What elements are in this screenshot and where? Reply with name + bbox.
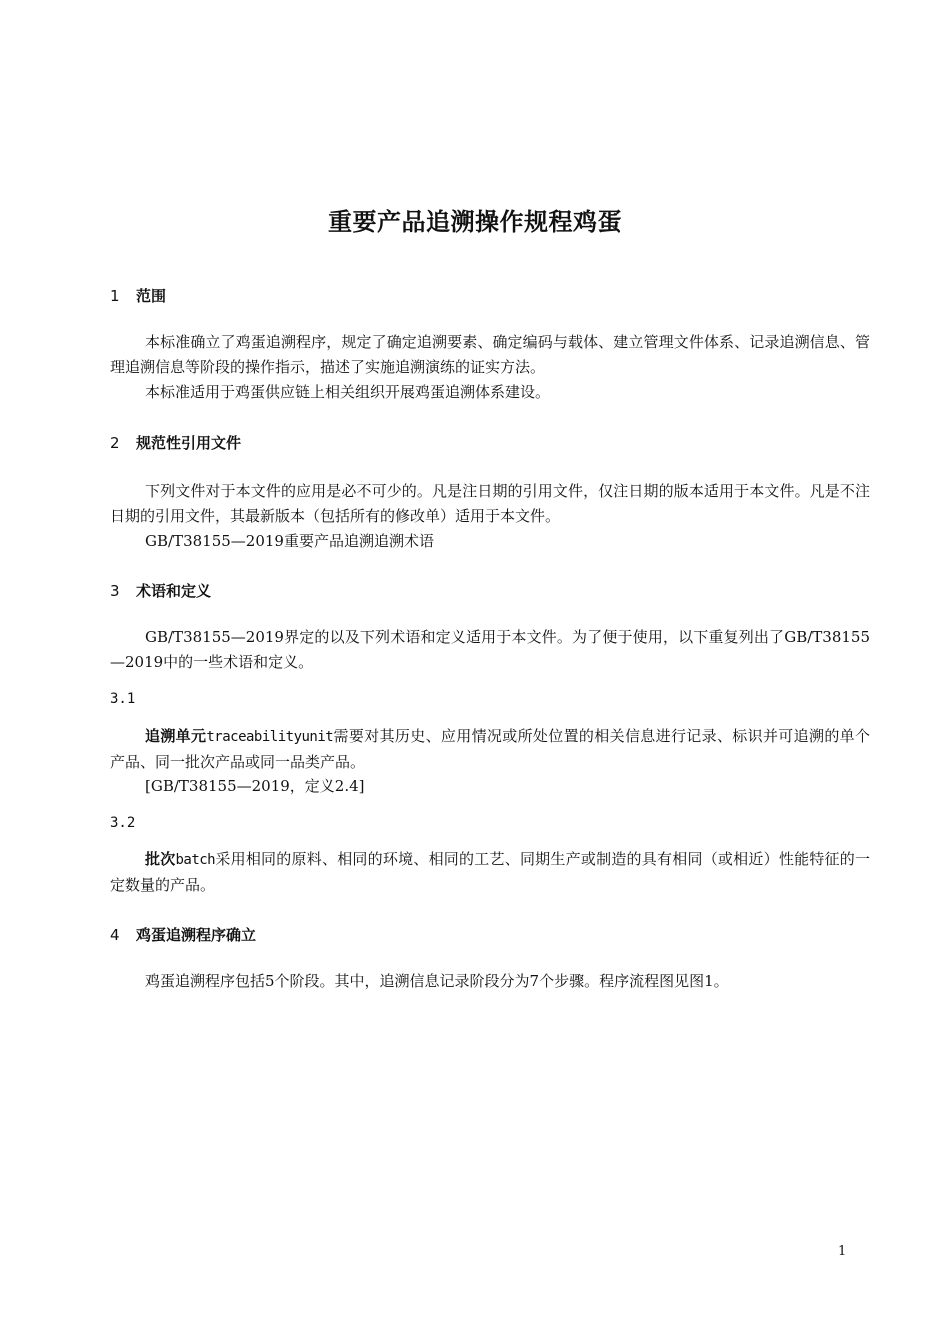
page-number: 1 [838, 1244, 847, 1259]
section-2-heading [110, 432, 241, 453]
section-title: 鸡蛋追溯程序确立 [136, 926, 257, 944]
term-definition: 采用相同的原料、相同的环境、相同的工艺、同期生产或制造的具有相同（或相近）性能特征的一定数量的产品。 [110, 850, 870, 894]
document-title: 重要产品追溯操作规程鸡蛋 [328, 208, 622, 236]
section-number: 2 [110, 434, 120, 452]
section-number: 4 [110, 926, 120, 944]
section-1-paragraph-2: 本标准适用于鸡蛋供应链上相关组织开展鸡蛋追溯体系建设。 [145, 383, 551, 401]
section-2-paragraph-1: 下列文件对于本文件的应用是必不可少的。凡是注日期的引用文件，仅注日期的版本适用于本文件。凡是不注日期的引用文件，其最新版本（包括所有的修改单）适用于本文件。 [110, 482, 870, 525]
section-2-reference: GB/T38155—2019重要产品追溯追溯术语 [145, 532, 434, 550]
section-4-paragraph-1: 鸡蛋追溯程序包括5个阶段。其中，追溯信息记录阶段分为7个步骤。程序流程图见图1。 [145, 972, 729, 990]
section-4-heading [110, 924, 256, 945]
subsection-3-2-definition [110, 847, 870, 898]
subsection-3-1-number: 3.1 [110, 691, 136, 707]
term-definition: 需要对其历史、应用情况或所处位置的相关信息进行记录、标识并可追溯的单个产品、同一批次产品或同一品类产品。 [110, 727, 870, 771]
section-title: 范围 [136, 287, 167, 305]
subsection-3-1-definition [110, 724, 870, 775]
section-number: 3 [110, 582, 120, 600]
section-1-heading [110, 285, 166, 306]
section-title: 规范性引用文件 [136, 434, 242, 452]
section-number: 1 [110, 287, 120, 305]
term-cn: 批次 [145, 850, 176, 868]
section-title: 术语和定义 [136, 582, 212, 600]
section-3-paragraph-1: GB/T38155—2019界定的以及下列术语和定义适用于本文件。为了便于使用，以下重复列出了GB/T38155—2019中的一些术语和定义。 [110, 628, 870, 671]
subsection-3-2-number: 3.2 [110, 815, 136, 831]
section-1-paragraph-1: 本标准确立了鸡蛋追溯程序，规定了确定追溯要素、确定编码与载体、建立管理文件体系、记录追溯信息、管理追溯信息等阶段的操作指示，描述了实施追溯演练的证实方法。 [110, 333, 870, 376]
term-en: batch [175, 852, 216, 868]
term-en: traceabilityunit [206, 729, 334, 745]
subsection-3-1-source: [GB/T38155—2019，定义2.4] [145, 777, 365, 795]
term-cn: 追溯单元 [145, 727, 207, 745]
section-3-heading [110, 580, 211, 601]
